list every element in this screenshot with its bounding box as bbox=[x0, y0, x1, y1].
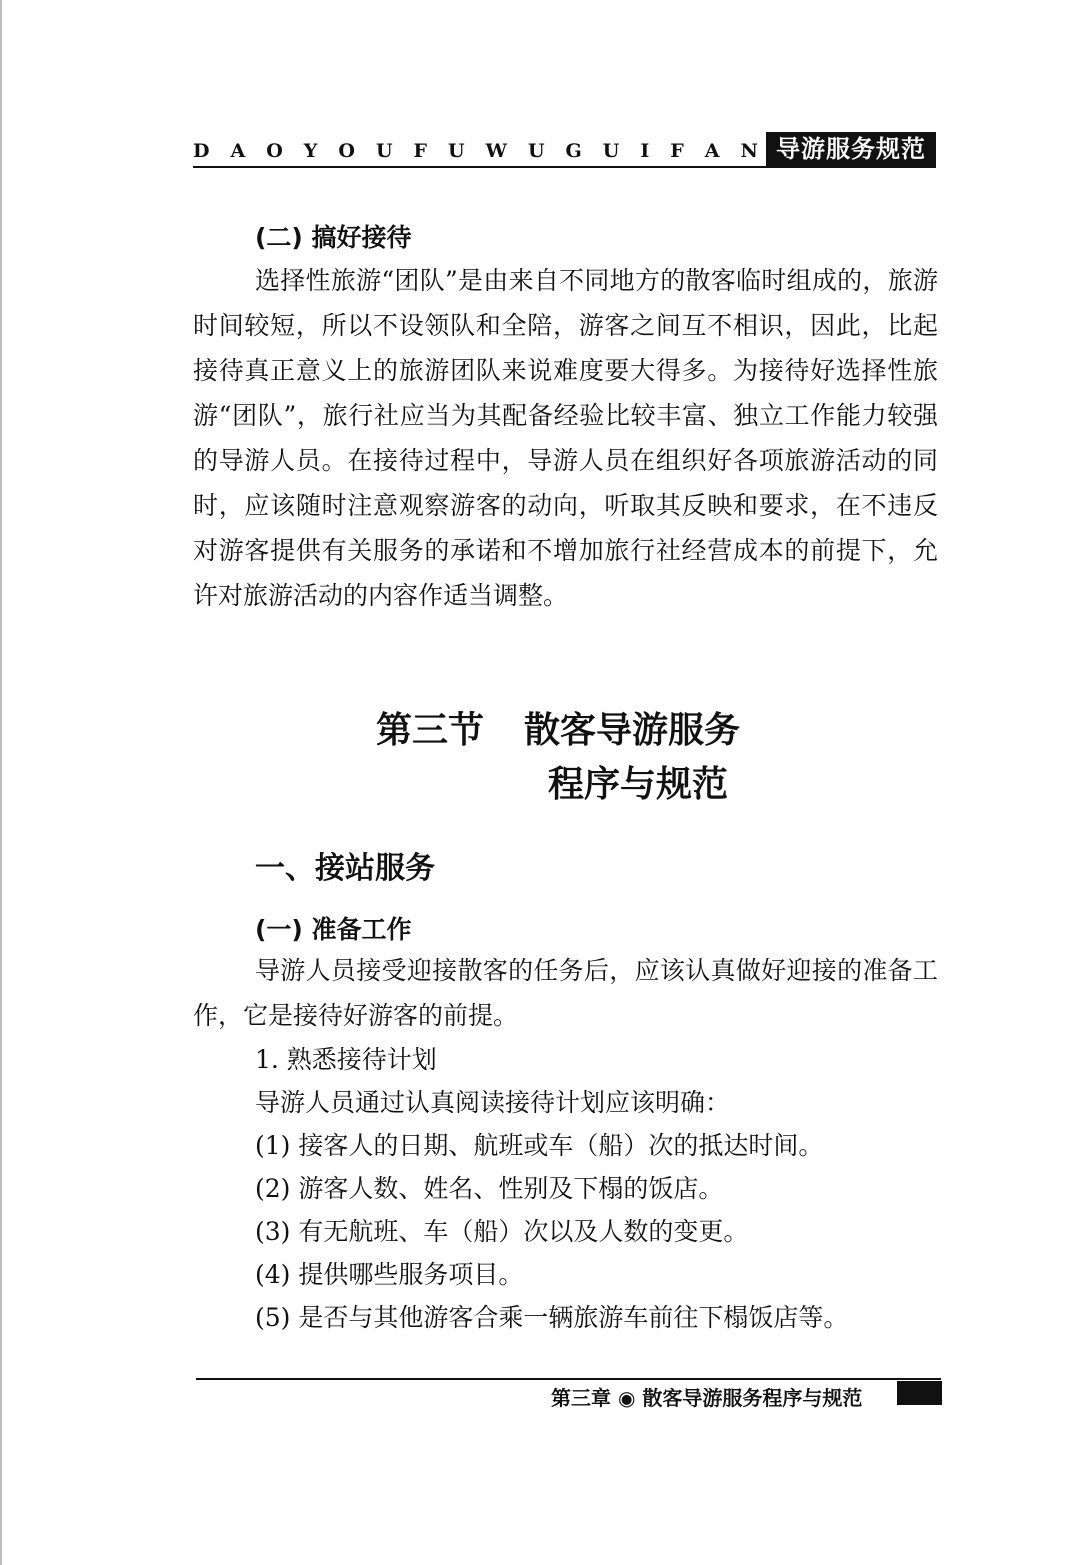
header-letter: A bbox=[704, 140, 720, 162]
header-letter: O bbox=[266, 140, 283, 162]
footer-rule bbox=[196, 1378, 941, 1380]
list-item: (1) 接客人的日期、航班或车（船）次的抵达时间。 bbox=[255, 1131, 824, 1160]
header-letter: F bbox=[413, 140, 428, 162]
list-item: (4) 提供哪些服务项目。 bbox=[255, 1260, 524, 1289]
part-heading: 一、接站服务 bbox=[255, 851, 435, 886]
header-letter: N bbox=[740, 140, 758, 162]
section-title-line-2: 程序与规范 bbox=[548, 763, 729, 805]
section-title-line-1 bbox=[376, 702, 740, 753]
header-letter: G bbox=[565, 140, 582, 162]
header-letter: I bbox=[640, 140, 650, 162]
header-letter: U bbox=[375, 140, 393, 162]
subsection-heading: (一) 准备工作 bbox=[255, 915, 412, 944]
header-pinyin bbox=[193, 140, 758, 162]
header-letter: U bbox=[448, 140, 465, 162]
header-letter: A bbox=[230, 140, 246, 162]
list-item: (2) 游客人数、姓名、性别及下榻的饭店。 bbox=[255, 1174, 724, 1203]
header-letter: U bbox=[527, 140, 545, 162]
page-edge-rule bbox=[0, 0, 2, 1565]
item-title: 1. 熟悉接待计划 bbox=[255, 1045, 437, 1074]
paragraph: 选择性旅游“团队”是由来自不同地方的散客临时组成的，旅游时间较短，所以不设领队和全陪，游客之间互不相识，因此，比起接待真正意义上的旅游团队来说难度要大得多。为接待好选择性旅游“团队”，旅行社应当为其配备经验比较丰富、独立工作能力较强的导游人员。在接待过程中，导游人员在组织好各项旅游活动的同时，应该随时注意观察游客的动向，听取其反映和要求，在不违反对游客提供有关服务的承诺和不增加旅行社经营成本的前提下，允许对旅游活动的内容作适当调整。 bbox=[193, 266, 938, 610]
section-number: 第三节 bbox=[376, 709, 485, 751]
list-item: (5) 是否与其他游客合乘一辆旅游车前往下榻饭店等。 bbox=[255, 1303, 849, 1332]
running-header bbox=[193, 132, 936, 168]
header-title: 导游服务规范 bbox=[766, 132, 936, 166]
list-item: (3) 有无航班、车（船）次以及人数的变更。 bbox=[255, 1217, 749, 1246]
page-number: · bbox=[897, 1381, 942, 1405]
paragraph: 导游人员接受迎接散客的任务后，应该认真做好迎接的准备工作，它是接待好游客的前提。 bbox=[193, 956, 938, 1030]
item-intro: 导游人员通过认真阅读接待计划应该明确： bbox=[255, 1088, 731, 1117]
header-letter: Y bbox=[303, 140, 318, 162]
header-letter: U bbox=[602, 140, 620, 162]
header-letter: O bbox=[338, 140, 355, 162]
section-title-main: 散客导游服务 bbox=[524, 709, 741, 751]
footer-chapter-title: 第三章 ◉ 散客导游服务程序与规范 bbox=[551, 1386, 863, 1410]
subsection-heading: (二) 搞好接待 bbox=[255, 223, 412, 252]
header-letter: D bbox=[193, 140, 210, 162]
header-rule bbox=[193, 166, 936, 168]
body-text bbox=[193, 948, 938, 1038]
header-letter: W bbox=[485, 140, 507, 162]
header-letter: F bbox=[670, 140, 684, 162]
body-text bbox=[193, 258, 938, 618]
